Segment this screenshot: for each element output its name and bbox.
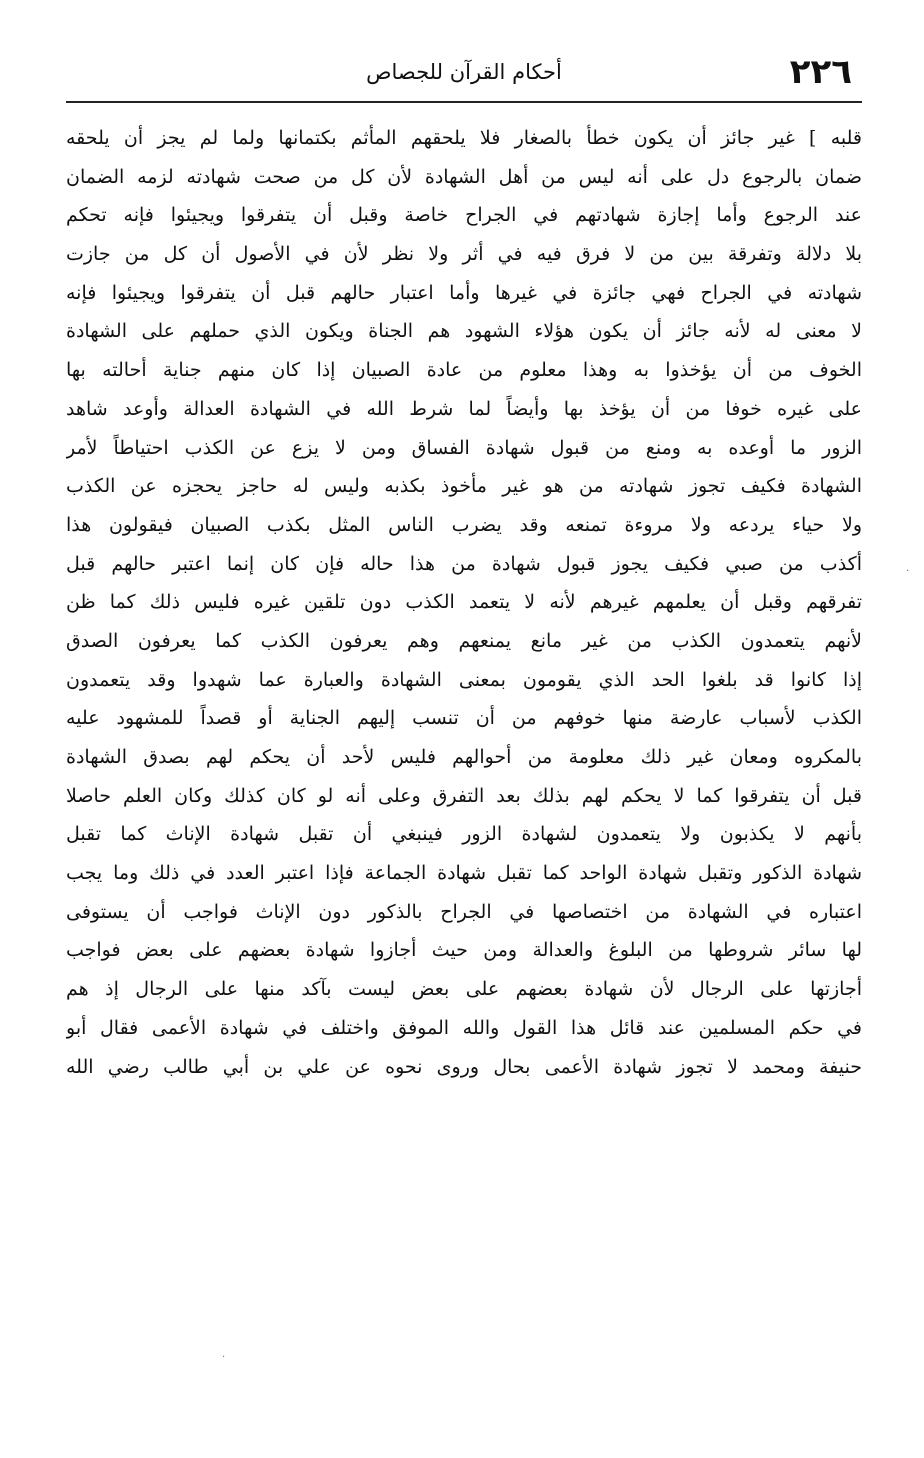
scan-speck: ·	[906, 566, 910, 577]
text-line: عند الرجوع وأما إجازة شهادتهم في الجراح خاصة وقبل أن يتفرقوا ويجيئوا فإنه تحكم	[66, 204, 862, 227]
text-line: أكذب من صبي فكيف يجوز قبول شهادة من هذا حاله فإن كان إنما اعتبر حالهم قبل	[66, 552, 862, 575]
text-line: حنيفة ومحمد لا تجوز شهادة الأعمى بحال وروى نحوه عن علي بن أبي طالب رضي الله	[66, 1055, 862, 1078]
page-number: ٢٢٦	[789, 52, 852, 92]
text-line: اعتباره في الشهادة من اختصاصها في الجراح بالذكور دون الإناث فواجب أن يستوفى	[66, 900, 862, 923]
text-line: ولا حياء يردعه ولا مروءة تمنعه وقد يضرب الناس المثل بكذب الصبيان فيقولون هذا	[66, 513, 862, 536]
text-line: الشهادة فكيف تجوز شهادته من هو غير مأخوذ بكذبه وليس له حاجز يحجزه عن الكذب	[66, 475, 862, 498]
page-header	[66, 44, 862, 100]
text-line: لها سائر شروطها من البلوغ والعدالة ومن حيث أجازوا شهادة بعضهم على بعض فواجب	[66, 939, 862, 962]
text-line: قلبه ] غير جائز أن يكون خطأ بالصغار فلا يلحقهم المأثم بكتمانها ولما لم يجز أن يلحقه	[66, 127, 862, 149]
text-line: الزور ما أوعده به ومنع من قبول شهادة الفساق ومن لا يزع عن الكذب احتياطاً لأمر	[66, 436, 862, 459]
text-line: قبل أن يتفرقوا كما لا يحكم لهم بذلك بعد التفرق وعلى أنه لو كان كذلك وكان العلم حاصلا	[66, 784, 862, 807]
text-line: بالمكروه ومعان غير ذلك معلومة من أحوالهم فليس لأحد أن يحكم لهم بصدق الشهادة	[66, 746, 862, 768]
text-line: لأنهم يتعمدون الكذب من غير مانع يمنعهم وهم يعرفون الكذب كما يعرفون الصدق	[66, 629, 862, 652]
text-line: على غيره خوفا من أن يؤخذ بها وأيضاً لما شرط الله في الشهادة العدالة وأوعد شاهد	[66, 397, 862, 420]
text-line: في حكم المسلمين عند قائل هذا القول والله الموفق واختلف في شهادة الأعمى فقال أبو	[66, 1016, 862, 1039]
text-line: بأنهم لا يكذبون ولا يتعمدون لشهادة الزور فينبغي أن تقبل شهادة الإناث كما تقبل	[66, 823, 862, 846]
header-divider	[66, 101, 862, 103]
scan-speck: ·	[222, 1352, 226, 1363]
text-line: شهادته في الجراح فهي جائزة في غيرها وأما اعتبار حالهم قبل أن يتفرقوا ويجيئوا فإنه	[66, 281, 862, 304]
text-line: أجازتها على الرجال لأن شهادة بعضهم على بعض ليست بآكد منها على الرجال إذ هم	[66, 978, 862, 1001]
text-line: الكذب لأسباب عارضة منها خوفهم من أن تنسب إليهم الجناية أو قصداً للمشهود عليه	[66, 707, 862, 730]
body-text	[66, 119, 862, 1086]
text-line: ضمان بالرجوع دل على أنه ليس من أهل الشهادة لأن كل من صحت شهادته لزمه الضمان	[66, 165, 862, 188]
text-line: شهادة الذكور وتقبل شهادة الواحد كما تقبل شهادة الجماعة فإذا اعتبر العدد في ذلك وما يجب	[66, 862, 862, 885]
text-line: تفرقهم وقبل أن يعلمهم غيرهم لأنه لا يتعمد الكذب دون تلقين غيره فليس ذلك كما ظن	[66, 591, 862, 614]
text-line: بلا دلالة وتفرقة بين من لا فرق فيه في أثر ولا نظر لأن في الأصول أن كل من جازت	[66, 243, 862, 266]
text-line: إذا كانوا قد بلغوا الحد الذي يقومون بمعنى الشهادة والعبارة عما شهدوا وقد يتعمدون	[66, 668, 862, 691]
text-line: الخوف من أن يؤخذوا به وهذا معلوم من عادة الصبيان إذا كان منهم جناية أحالته بها	[66, 359, 862, 382]
text-line: لا معنى له لأنه جائز أن يكون هؤلاء الشهود هم الجناة ويكون الذي حملهم على الشهادة	[66, 320, 862, 343]
running-title: أحكام القرآن للجصاص	[366, 60, 562, 84]
